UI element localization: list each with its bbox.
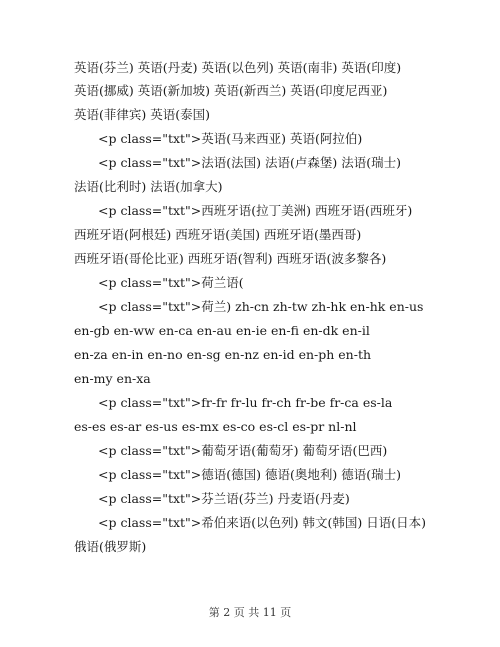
text-line: 西班牙语(哥伦比亚) 西班牙语(智利) 西班牙语(波多黎各) bbox=[74, 251, 387, 266]
text-line: <p class="txt">fr-fr fr-lu fr-ch fr-be fr-ca es-la bbox=[98, 395, 393, 410]
text-line: 法语(比利时) 法语(加拿大) bbox=[74, 179, 223, 194]
text-line: en-gb en-ww en-ca en-au en-ie en-fi en-dk en-il bbox=[74, 323, 370, 338]
text-line: en-my en-xa bbox=[74, 371, 151, 386]
text-line: en-za en-in en-no en-sg en-nz en-id en-ph en-th bbox=[74, 347, 372, 362]
text-line: 西班牙语(阿根廷) 西班牙语(美国) 西班牙语(墨西哥) bbox=[74, 227, 362, 242]
text-line: <p class="txt">荷兰) zh-cn zh-tw zh-hk en-hk en-us bbox=[98, 299, 424, 314]
text-line: <p class="txt">希伯来语(以色列) 韩文(韩国) 日语(日本) bbox=[98, 515, 426, 530]
page-number-footer: 第 2 页 共 11 页 bbox=[208, 606, 292, 619]
text-line: 英语(挪威) 英语(新加坡) 英语(新西兰) 英语(印度尼西亚) bbox=[74, 83, 388, 98]
text-line: 英语(菲律宾) 英语(泰国) bbox=[74, 107, 210, 122]
text-line: es-es es-ar es-us es-mx es-co es-cl es-pr nl-nl bbox=[74, 419, 357, 434]
text-line: <p class="txt">芬兰语(芬兰) 丹麦语(丹麦) bbox=[98, 491, 350, 506]
text-line: <p class="txt">法语(法国) 法语(卢森堡) 法语(瑞士) bbox=[98, 155, 401, 170]
text-line: <p class="txt">荷兰语( bbox=[98, 275, 244, 290]
text-line: <p class="txt">葡萄牙语(葡萄牙) 葡萄牙语(巴西) bbox=[98, 443, 388, 458]
text-line: 英语(芬兰) 英语(丹麦) 英语(以色列) 英语(南非) 英语(印度) bbox=[74, 60, 402, 75]
text-line: <p class="txt">英语(马来西亚) 英语(阿拉伯) bbox=[98, 131, 363, 146]
text-line: 俄语(俄罗斯) bbox=[74, 539, 147, 554]
text-line: <p class="txt">德语(德国) 德语(奥地利) 德语(瑞士) bbox=[98, 467, 401, 482]
text-line: <p class="txt">西班牙语(拉丁美洲) 西班牙语(西班牙) bbox=[98, 203, 413, 218]
